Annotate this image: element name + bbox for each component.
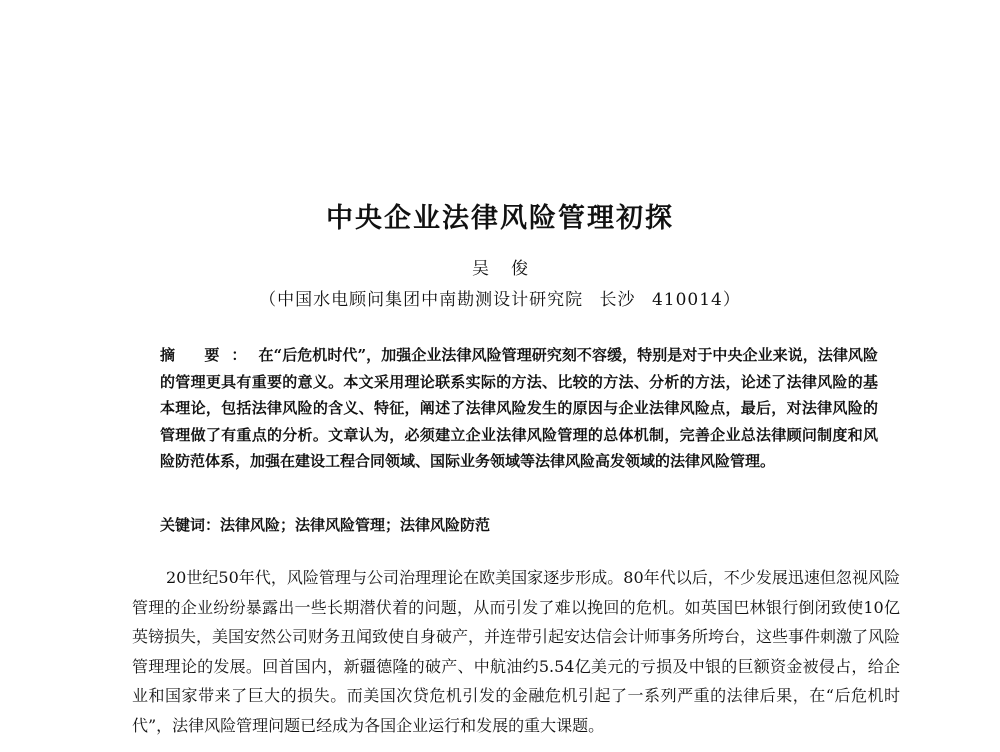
author-affiliation: （中国水电顾问集团中南勘测设计研究院 长沙 410014） — [259, 290, 741, 310]
abstract-text: 在“后危机时代”，加强企业法律风险管理研究刻不容缓，特别是对于中央企业来说，法律风险的管理更具有重要的意义。本文采用理论联系实际的方法、比较的方法、分析的方法，论述了法律风险的基本理论，包括法律风险的含义、特征，阐述了法律风险发生的原因与企业法律风险点，最后，对法律风险的管理做了有重点的分析。文章认为，必须建立企业法律风险管理的总体机制，完善企业总法律顾问制度和风险防范体系，加强在建设工程合同领域、国际业务领域等法律风险高发领域的法律风险管理。 — [160, 346, 878, 470]
abstract-label: 摘 要： — [160, 346, 259, 364]
keywords — [160, 514, 878, 535]
author-name: 吴俊 — [472, 259, 550, 279]
keywords-text: 法律风险；法律风险管理；法律风险防范 — [220, 516, 491, 534]
body-paragraph — [132, 563, 900, 740]
paper-title: 中央企业法律风险管理初探 — [326, 203, 674, 234]
body-paragraph-text: 20世纪50年代，风险管理与公司治理理论在欧美国家逐步形成。80年代以后，不少发展迅速但忽视风险管理的企业纷纷暴露出一些长期潜伏着的问题，从而引发了难以挽回的危机。如英国巴林银行倒闭致使10亿英镑损失，美国安然公司财务丑闻致使自身破产，并连带引起安达信会计师事务所垮台，这些事件刺激了风险管理理论的发展。回首国内，新疆德隆的破产、中航油约5.54亿美元的亏损及中银的巨额资金被侵占，给企业和国家带来了巨大的损失。而美国次贷危机引发的金融危机引起了一系列严重的法律后果，在“后危机时代”，法律风险管理问题已经成为各国企业运行和发展的重大课题。 — [132, 568, 901, 735]
keywords-label: 关键词： — [160, 516, 221, 534]
abstract — [160, 342, 878, 475]
